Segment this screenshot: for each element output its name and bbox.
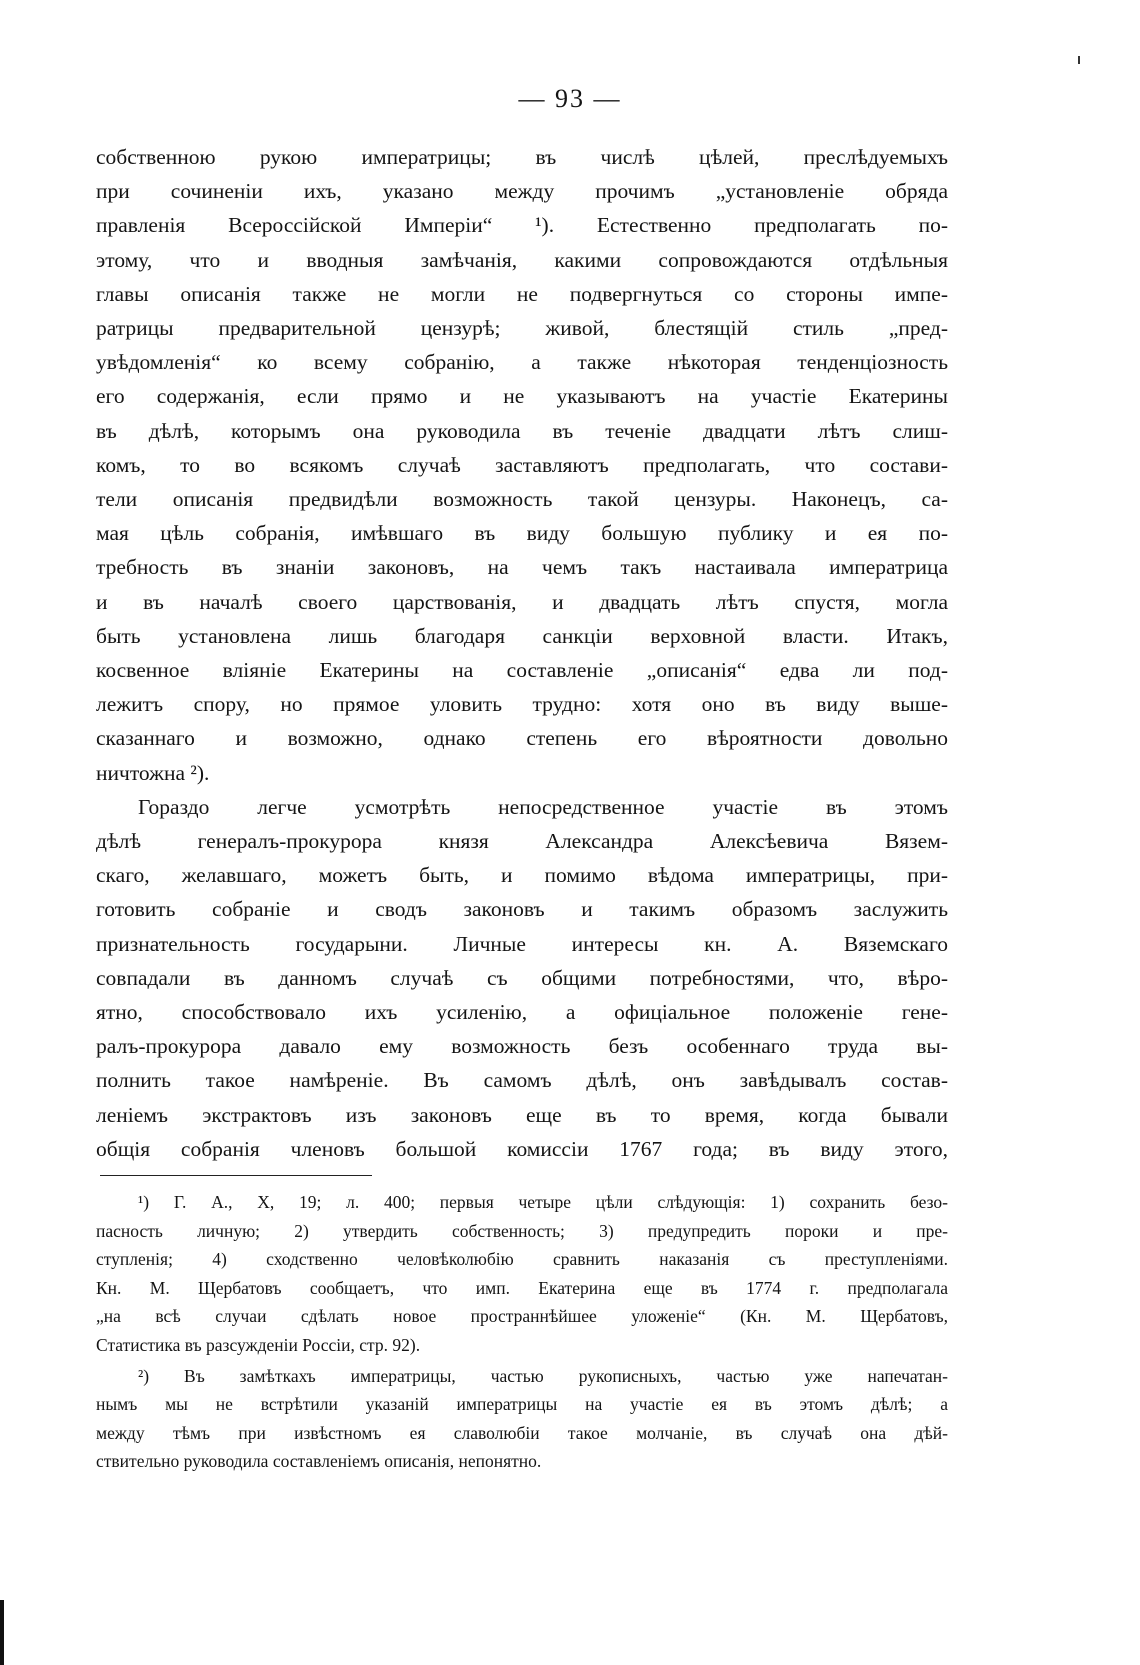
footnote-line: Статистика въ разсужденіи Россіи, стр. 92). <box>96 1334 421 1355</box>
text-line: собственною рукою императрицы; въ числѣ цѣлей, преслѣдуемыхъ <box>96 145 948 169</box>
footnote-line: ²) Въ замѣткахъ императрицы, частью рукописныхъ, частью уже напечатан- <box>138 1365 948 1386</box>
scan-edge-mark <box>0 1600 4 1665</box>
footnote-divider <box>100 1175 372 1176</box>
text-line: скаго, желавшаго, можетъ быть, и помимо вѣдома императрицы, при- <box>96 863 948 888</box>
text-line: правленія Всероссійской Имперіи“ ¹). Естественно предполагать по- <box>96 213 948 238</box>
text-line: въ дѣлѣ, которымъ она руководила въ теченіе двадцати лѣтъ слиш- <box>96 418 948 443</box>
footnote-line: ¹) Г. А., X, 19; л. 400; первыя четыре цѣли слѣдующія: 1) сохранить безо- <box>138 1192 948 1212</box>
paragraph-1 <box>96 140 948 790</box>
text-line: требность въ знаніи законовъ, на чемъ такъ настаивала императрица <box>96 555 948 580</box>
text-line: мая цѣль собранія, имѣвшаго въ виду большую публику и ея по- <box>96 521 948 546</box>
text-line: этому, что и вводныя замѣчанія, какими сопровождаются отдѣльныя <box>96 247 948 272</box>
text-line: признательность государыни. Личные интересы кн. А. Вяземскаго <box>96 931 948 956</box>
text-line: Гораздо легче усмотрѣть непосредственное участіе въ этомъ <box>138 794 948 819</box>
text-line: комъ, то во всякомъ случаѣ заставляютъ предполагать, что состави- <box>96 452 948 477</box>
text-line: при сочиненіи ихъ, указано между прочимъ „установленіе обряда <box>96 179 948 204</box>
paragraph-2 <box>96 790 948 1166</box>
footnote-2 <box>96 1362 948 1476</box>
margin-mark <box>1078 56 1080 64</box>
text-line: готовить собраніе и сводъ законовъ и такимъ образомъ заслужить <box>96 897 948 922</box>
text-line: ятно, способствовало ихъ усиленію, а офиціальное положеніе гене- <box>96 1000 948 1025</box>
footnote-line: ступленія; 4) сходственно человѣколюбію сравнить наказанія съ преступленіями. <box>96 1249 948 1270</box>
text-line: косвенное вліяніе Екатерины на составленіе „описанія“ едва ли под- <box>96 658 948 683</box>
footnote-line: между тѣмъ при извѣстномъ ея славолюбіи такое молчаніе, въ случаѣ она дѣй- <box>96 1422 948 1443</box>
text-line: тели описанія предвидѣли возможность такой цензуры. Наконецъ, са- <box>96 487 948 512</box>
text-line: ничтожна ²). <box>96 760 210 785</box>
footnote-line: нымъ мы не встрѣтили указаній императрицы на участіе ея въ этомъ дѣлѣ; а <box>96 1394 948 1415</box>
text-line: леніемъ экстрактовъ изъ законовъ еще въ то время, когда бывали <box>96 1102 948 1127</box>
footnote-line: „на всѣ случаи сдѣлать новое пространнѣйшее уложеніе“ (Кн. М. Щербатовъ, <box>96 1306 948 1327</box>
text-line: и въ началѣ своего царствованія, и двадцать лѣтъ спустя, могла <box>96 589 948 614</box>
footnotes <box>96 1188 948 1478</box>
text-line: главы описанія также не могли не подвергнуться со стороны импе- <box>96 281 948 306</box>
text-line: быть установлена лишь благодаря санкціи верховной власти. Итакъ, <box>96 623 948 648</box>
footnote-line: пасность личную; 2) утвердить собственность; 3) предупредить пороки и пре- <box>96 1220 948 1241</box>
text-line: лежитъ спору, но прямое уловить трудно: хотя оно въ виду выше- <box>96 692 948 717</box>
footnote-line: ствительно руководила составленіемъ описанія, непонятно. <box>96 1451 542 1472</box>
text-line: дѣлѣ генералъ-прокурора князя Александра Алексѣевича Вязем- <box>96 829 948 854</box>
page-number: — 93 — <box>518 84 622 113</box>
text-line: увѣдомленія“ ко всему собранію, а также нѣкоторая тенденціозность <box>96 350 948 375</box>
text-line: общія собранія членовъ большой комиссіи 1767 года; въ виду этого, <box>96 1136 948 1161</box>
footnote-line: Кн. М. Щербатовъ сообщаетъ, что имп. Екатерина еще въ 1774 г. предполагала <box>96 1277 948 1298</box>
body-text <box>96 140 948 1166</box>
text-line: его содержанія, если прямо и не указываютъ на участіе Екатерины <box>96 384 948 409</box>
text-line: сказаннаго и возможно, однако степень его вѣроятности довольно <box>96 726 948 751</box>
text-line: ратрицы предварительной цензурѣ; живой, блестящій стиль „пред- <box>96 316 948 341</box>
text-line: полнить такое намѣреніе. Въ самомъ дѣлѣ, онъ завѣдывалъ состав- <box>96 1068 948 1093</box>
text-line: совпадали въ данномъ случаѣ съ общими потребностями, что, вѣро- <box>96 965 948 990</box>
text-line: ралъ-прокурора давало ему возможность безъ особеннаго труда вы- <box>96 1034 948 1059</box>
footnote-1 <box>96 1188 948 1360</box>
